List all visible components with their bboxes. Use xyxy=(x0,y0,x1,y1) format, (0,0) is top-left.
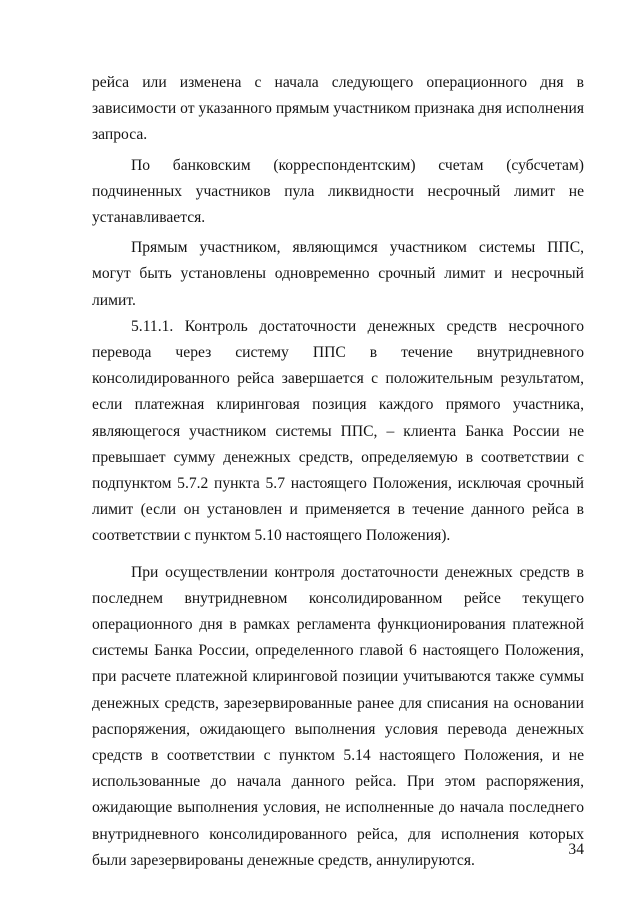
page-number: 34 xyxy=(568,841,584,858)
paragraph-continuation: рейса или изменена с начала следующего операционного дня в зависимости от указанного прямым участником признака дня исполнения запроса. xyxy=(92,74,584,144)
paragraph-5-11-1: 5.11.1. Контроль достаточности денежных средств несрочного перевода через систему ППС в течение внутридневного консолидированного рейса завершается с положительным результатом, если платежная клиринговая позиция каждого прямого участника, являющегося участником системы ППС, – клиента Банка России не превышает сумму денежных средств, определяемую в соответствии с подпунктом 5.7.2 пункта 5.7 настоящего Положения, исключая срочный лимит (если он установлен и применяется в течение данного рейса в соответствии с пунктом 5.10 настоящего Положения). xyxy=(92,317,584,545)
document-page xyxy=(92,70,584,874)
paragraph-last-run-control: При осуществлении контроля достаточности денежных средств в последнем внутридневном консолидированном рейсе текущего операционного дня в рамках регламента функционирования платежной системы Банка России, определенного главой 6 настоящего Положения, при расчете платежной клиринговой позиции учитываются также суммы денежных средств, зарезервированные ранее для списания на основании распоряжения, ожидающего выполнения условия перевода денежных средств в соответствии с пунктом 5.14 настоящего Положения, и не использованные до начала данного рейса. При этом распоряжения, ожидающие выполнения условия, не исполненные до начала последнего внутридневного консолидированного рейса, для исполнения которых были зарезервированы денежные средств, аннулируются. xyxy=(92,563,584,869)
paragraph-limits: Прямым участником, являющимся участником системы ППС, могут быть установлены одновременно срочный лимит и несрочный лимит. xyxy=(92,239,584,309)
paragraph-sub-accounts: По банковским (корреспондентским) счетам (субсчетам) подчиненных участников пула ликвидности несрочный лимит не устанавливается. xyxy=(92,156,584,227)
